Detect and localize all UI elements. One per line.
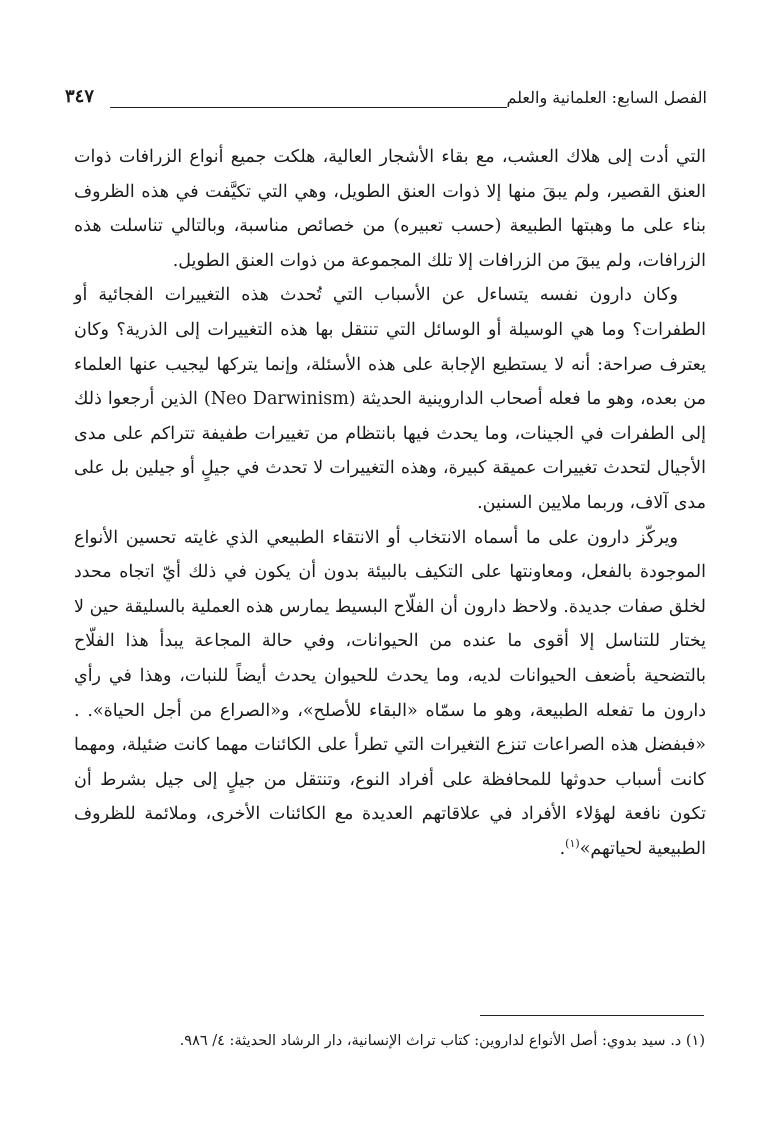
main-text (74, 140, 706, 866)
footnote-reference: (١) (565, 837, 580, 851)
paragraph-1: التي أدت إلى هلاك العشب، مع بقاء الأشجار العالية، هلكت جميع أنواع الزرافات ذوات العنق القصير، ولم يبقَ منها إلا ذوات العنق الطويل، وهي التي تكيَّفت في هذه الظروف بناء على ما وهبتها الطبيعة (حسب تعبيره) من خصائص مناسبة، وبالتالي تناسلت هذه الزرافات، ولم يبقَ من الزرافات إلا تلك المجموعة من ذوات العنق الطويل. (74, 147, 706, 271)
paragraph-3 (74, 521, 706, 867)
header-rule (110, 107, 507, 108)
chapter-title: الفصل السابع: العلمانية والعلم (500, 88, 707, 107)
paragraph-2: وكان دارون نفسه يتساءل عن الأسباب التي تُحدث هذه التغييرات الفجائية أو الطفرات؟ وما هي الوسيلة أو الوسائل التي تنتقل بها هذه التغييرات إلى الذرية؟ وكان يعترف صراحة: أنه لا يستطيع الإجابة على هذه الأسئلة، وإنما يتركها ليجيب عنها العلماء من بعده، وهو ما فعله أصحاب الداروينية الحديثة (Neo Darwinism) الذين أرجعوا ذلك إلى الطفرات في الجينات، وما يحدث فيها بانتظام من تغييرات طفيفة تتراكم على مدى الأجيال لتحدث تغييرات عميقة كبيرة، وهذه التغييرات لا تحدث في جيلٍ أو جيلين بل على مدى آلاف، وربما ملايين السنين. (74, 285, 706, 513)
page-number: ٣٤٧ (65, 86, 95, 107)
footnote: (١) د. سيد بدوي: أصل الأنواع لداروين: كتاب تراث الإنسانية، دار الرشاد الحديثة: ٤/ ٩٨٦. (179, 1033, 705, 1049)
paragraph-3-text: ويركّز دارون على ما أسماه الانتخاب أو الانتقاء الطبيعي الذي غايته تحسين الأنواع الموجودة بالفعل، ومعاونتها على التكيف بالبيئة بدون أن يكون في ذلك أيّ اتجاه محدد لخلق صفات جديدة. ولاحظ دارون أن الفلّاح البسيط يمارس هذه العملية بالسليقة حين لا يختار للتناسل إلا أقوى ما عنده من الحيوانات، وفي حالة المجاعة يبدأ هذا الفلّاح بالتضحية بأضعف الحيوانات لديه، وما يحدث للحيوان يحدث أيضاً للنبات، وهذا في رأي دارون ما تفعله الطبيعة، وهو ما سمّاه «البقاء للأصلح»، و«الصراع من أجل الحياة». . «فبفضل هذه الصراعات تنزع التغيرات التي تطرأ على الكائنات مهما كانت ضئيلة، ومهما كانت أسباب حدوثها للمحافظة على أفراد النوع، وتنتقل من جيلٍ إلى جيل بشرط أن تكون نافعة لهؤلاء الأفراد في علاقاتهم العديدة مع الكائنات الأخرى، وملائمة للظروف الطبيعية لحياتهم» (74, 527, 706, 859)
paragraph-3-end: . (559, 838, 566, 859)
running-header (65, 88, 707, 114)
footnote-separator (480, 1015, 704, 1016)
